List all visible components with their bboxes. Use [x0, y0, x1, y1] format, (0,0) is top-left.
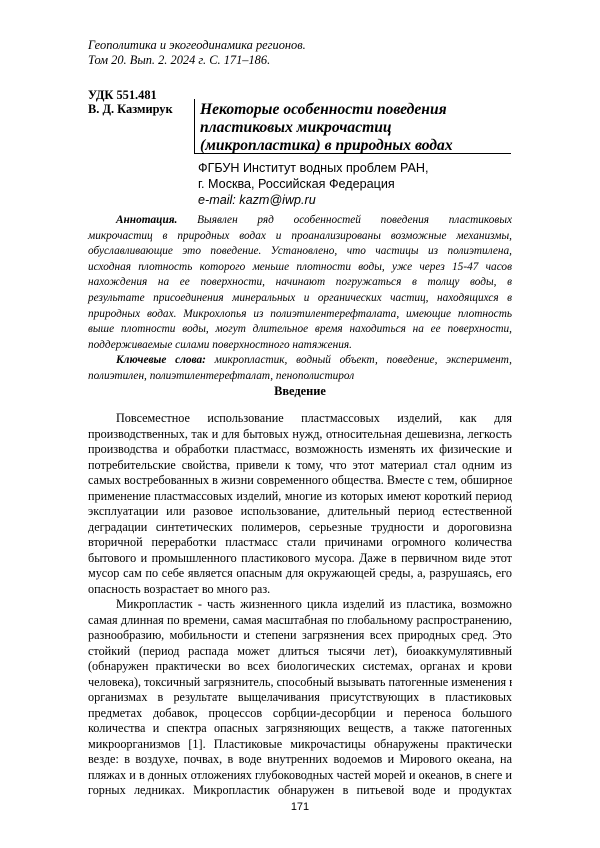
keywords-label: Ключевые слова: — [116, 354, 206, 366]
paragraph-line: самых востребованных в жизни современного общества. Вместе с тем, обширное — [88, 473, 512, 489]
journal-name: Геополитика и экогеодинамика регионов. — [88, 38, 306, 53]
journal-issue: Том 20. Вып. 2. 2024 г. С. 171–186. — [88, 53, 306, 68]
abstract-label: Аннотация. — [116, 214, 177, 226]
affiliation-city: г. Москва, Российская Федерация — [198, 176, 429, 192]
section-heading: Введение — [0, 384, 600, 399]
paragraph-line: производства и обработки пластмасс, возможность изменять их физические и — [88, 442, 512, 458]
paragraph-line: самая длинная по времени, самая масштабная по глобальному распространению, — [88, 613, 512, 629]
paragraph-line: везде: в воздухе, почвах, в воде внутренних водоемов и Мирового океана, на — [88, 752, 512, 768]
title-line: Некоторые особенности поведения — [200, 101, 512, 119]
abstract — [88, 213, 512, 385]
affiliation-email: e-mail: kazm@iwp.ru — [198, 192, 429, 208]
abstract-line: результате присоединения минеральных и органических частиц, находящихся в — [88, 291, 512, 307]
journal-page — [0, 0, 600, 848]
paragraph-line: потребительские свойства, привели к тому, что этот материал стал одним из — [88, 458, 512, 474]
title-line: пластиковых микрочастиц — [200, 119, 512, 137]
page-number: 171 — [0, 801, 600, 813]
paragraph-line: (обнаружен практически во всех биологических системах, органах и крови — [88, 659, 512, 675]
paragraph-line: мусор сам по себе является опасным для окружающей среды, а, разрушаясь, его — [88, 566, 512, 582]
abstract-last-line: поддерживаемые силами поверхностного натяжения. — [88, 338, 512, 354]
paragraph-line: применение пластмассовых изделий, многие из которых имеют короткий период — [88, 489, 512, 505]
udk-code: УДК 551.481 — [88, 88, 157, 103]
article-title — [200, 101, 512, 155]
paragraph-line: стойкий (период распада может длиться тысячи лет), биоаккумулятивный — [88, 644, 512, 660]
abstract-line: выше плотности воды, могут длительное время находиться на ее поверхности, — [88, 322, 512, 338]
abstract-line: микрочастиц в природных водах и проанализированы возможные механизмы, — [88, 229, 512, 245]
journal-header — [88, 38, 306, 68]
paragraph-line: горных ледниках. Микропластик обнаружен в питьевой воде и продуктах — [88, 783, 512, 799]
keywords-second-line: полиэтилен, полиэтилентерефталат, пенополистирол — [88, 369, 512, 385]
affiliation — [198, 160, 429, 208]
paragraph-line: Микропластик - часть жизненного цикла изделий из пластика, возможно — [88, 597, 512, 613]
abstract-line: исходная плотность которого меньше плотности воды, уже через 15-47 часов — [88, 260, 512, 276]
abstract-line: нахождения на ее поверхности, начинают погружаться в толщу воды, в — [88, 275, 512, 291]
paragraph-line: пляжах и в донных отложениях глубоководных частей морей и океанов, в снеге и — [88, 768, 512, 784]
paragraph-line: эксплуатации или разовое использование, длительный период естественной — [88, 504, 512, 520]
paragraph-line: деградации синтетических полимеров, серьезные трудности и дороговизна — [88, 520, 512, 536]
body-text — [88, 411, 512, 799]
paragraph-line: организмах в результате выщелачивания присутствующих в пластиковых — [88, 690, 512, 706]
paragraph-line: производственных, так и для бытовых нужд, относительная дешевизна, легкость — [88, 427, 512, 443]
paragraph-line: Повсеместное использование пластмассовых изделий, как для — [88, 411, 512, 427]
paragraph-line: вторичной переработки пластмасс стали причинами огромного количества — [88, 535, 512, 551]
abstract-line: природных водах. Микрохлопья из полиэтилентерефталата, имеющие плотность — [88, 307, 512, 323]
keywords-first-line: Ключевые слова: микропластик, водный объект, поведение, эксперимент, — [88, 353, 512, 369]
author-name: В. Д. Казмирук — [88, 102, 173, 117]
title-line: (микропластика) в природных водах — [200, 137, 512, 155]
paragraph-line: микроорганизмов [1]. Пластиковые микрочастицы обнаружены практически — [88, 737, 512, 753]
abstract-line: обуславливающие это поведение. Установлено, что частицы из полиэтилена, — [88, 244, 512, 260]
paragraph-line: опасность возрастает во много раз. — [88, 582, 512, 598]
abstract-first-line: Аннотация. Выявлен ряд особенностей поведения пластиковых — [88, 213, 512, 229]
paragraph-line: предметах добавок, процессов сорбции-десорбции и переноса большого — [88, 706, 512, 722]
affiliation-institute: ФГБУН Институт водных проблем РАН, — [198, 160, 429, 176]
paragraph-line: бытового и промышленного пластикового мусора. Даже в первичном виде этот — [88, 551, 512, 567]
paragraph-line: количества и спектра опасных загрязняющих веществ, а также патогенных — [88, 721, 512, 737]
paragraph-line: разнообразию, мобильности и степени загрязнения всех природных сред. Это — [88, 628, 512, 644]
paragraph-line: человека), токсичный загрязнитель, способный вызывать патогенные изменения в — [88, 675, 512, 691]
